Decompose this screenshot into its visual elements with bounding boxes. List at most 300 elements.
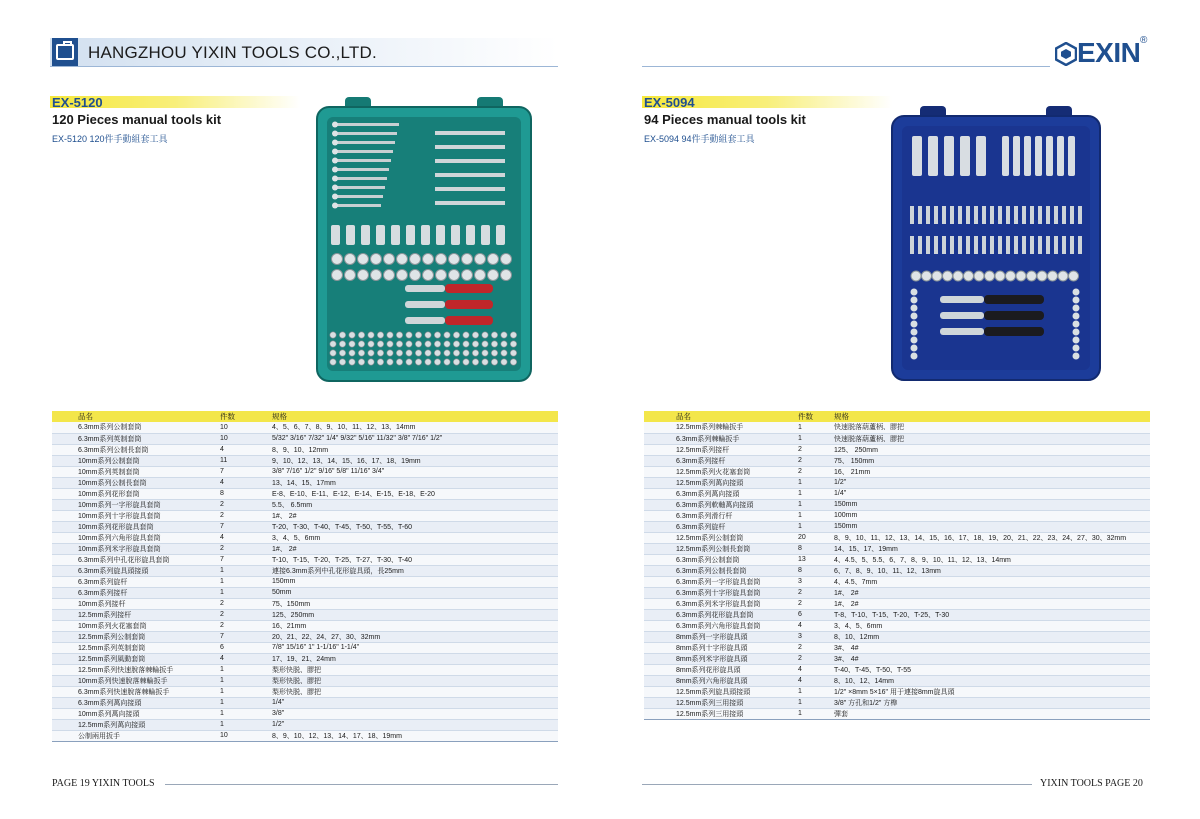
cell-spec: 連接6.3mm系列中孔花形旋具頭，長25mm <box>268 565 558 576</box>
cell-qty: 1 <box>794 708 830 719</box>
small-socket-shape <box>415 350 421 356</box>
table-row <box>644 609 1150 620</box>
socket-shape <box>358 270 369 281</box>
cell-spec: 100mm <box>830 510 1150 521</box>
table-row <box>52 433 558 444</box>
cell-spec: 彈套 <box>830 708 1150 719</box>
table-row <box>644 521 1150 532</box>
socket-shape <box>1027 271 1037 281</box>
socket-shape <box>384 254 395 265</box>
cell-spec: 3/8" <box>268 708 558 719</box>
bit-shape <box>982 236 986 254</box>
deep-socket-shape <box>1013 136 1020 176</box>
long-socket-shape <box>481 225 490 245</box>
footer-divider-right <box>642 784 1032 785</box>
small-socket-shape <box>472 359 478 365</box>
small-socket-shape <box>425 341 431 347</box>
bit-shape <box>1046 236 1050 254</box>
ratchet-shape <box>940 296 984 303</box>
product-subtitle-right: EX-5094 94件手動組套工具 <box>644 134 755 144</box>
socket-shape <box>1058 271 1068 281</box>
cell-name: 10mm系列萬向接頭 <box>52 708 216 719</box>
bit-shape <box>910 236 914 254</box>
table-row <box>52 488 558 499</box>
small-socket-shape <box>482 359 488 365</box>
bit-shape <box>990 206 994 224</box>
bit-shape <box>998 206 1002 224</box>
socket-shape <box>449 270 460 281</box>
socket-shape <box>410 254 421 265</box>
small-socket-shape <box>358 332 364 338</box>
cell-spec: 5.5、 6.5mm <box>268 499 558 510</box>
wrench-shape <box>337 150 393 153</box>
handle-shape <box>445 316 493 325</box>
socket-shape <box>436 254 447 265</box>
cell-name: 10mm系列快速脫落棘輪扳手 <box>52 675 216 686</box>
small-socket-shape <box>453 341 459 347</box>
table-row <box>52 521 558 532</box>
cell-name: 12.5mm系列公制長套筒 <box>644 543 794 554</box>
socket-shape <box>397 254 408 265</box>
cell-spec: 8、9、10、11、12、13、14、15、16、17、18、19、20、21、22、23、24、27、30、32mm <box>830 532 1150 543</box>
bit-shape <box>910 206 914 224</box>
small-socket-shape <box>501 332 507 338</box>
bit-shape <box>950 206 954 224</box>
cell-spec: 1/2" <box>830 477 1150 488</box>
cell-spec: 1/4" <box>268 697 558 708</box>
socket-shape <box>488 270 499 281</box>
cell-qty: 3 <box>794 576 830 587</box>
cell-spec: 5/32" 3/16" 7/32" 1/4" 9/32" 5/16" 11/32" 3/8" 7/16" 1/2" <box>268 433 558 444</box>
cell-spec: 8、9、10、12mm <box>268 444 558 455</box>
cell-spec: 16、 21mm <box>830 466 1150 477</box>
small-socket-shape <box>377 341 383 347</box>
small-socket-shape <box>339 341 345 347</box>
wrench-head-shape <box>332 140 338 146</box>
cell-spec: 14、15、17、19mm <box>830 543 1150 554</box>
cell-spec: 150mm <box>830 521 1150 532</box>
small-socket-shape <box>396 350 402 356</box>
small-socket-shape <box>349 332 355 338</box>
wrench-shape <box>337 141 395 144</box>
small-socket-shape <box>1073 289 1080 296</box>
table-row <box>644 532 1150 543</box>
small-socket-shape <box>1073 305 1080 312</box>
cell-spec: 1/2" ×8mm 5×16" 用于連接8mm旋具頭 <box>830 686 1150 697</box>
cell-spec: 3、4、5、6mm <box>268 532 558 543</box>
extension-bar-shape <box>435 159 505 163</box>
small-socket-shape <box>368 359 374 365</box>
cell-name: 12.5mm系列萬向接頭 <box>52 719 216 730</box>
bit-shape <box>1078 236 1082 254</box>
wrench-shape <box>337 204 381 207</box>
bit-shape <box>1070 206 1074 224</box>
cell-qty: 2 <box>794 653 830 664</box>
wrench-shape <box>337 177 387 180</box>
table-row <box>52 664 558 675</box>
cell-name: 6.3mm系列萬向接頭 <box>52 697 216 708</box>
table-row <box>644 422 1150 433</box>
cell-spec: 75、 150mm <box>830 455 1150 466</box>
cell-qty: 4 <box>794 620 830 631</box>
cell-name: 10mm系列公制套筒 <box>52 455 216 466</box>
table-row <box>52 422 558 433</box>
small-socket-shape <box>444 359 450 365</box>
small-socket-shape <box>911 337 918 344</box>
cell-name: 8mm系列十字形旋具頭 <box>644 642 794 653</box>
small-socket-shape <box>501 359 507 365</box>
cell-qty: 2 <box>794 642 830 653</box>
table-row <box>52 697 558 708</box>
deep-socket-shape <box>1046 136 1053 176</box>
cell-spec: T-10、T-15、T-20、T-25、T-27、T-30、T-40 <box>268 554 558 565</box>
long-socket-shape <box>331 225 340 245</box>
cell-name: 10mm系列火花塞套筒 <box>52 620 216 631</box>
wrench-shape <box>337 186 385 189</box>
bit-shape <box>998 236 1002 254</box>
small-socket-shape <box>510 332 516 338</box>
cell-name: 10mm系列一字形旋具套筒 <box>52 499 216 510</box>
table-row <box>644 587 1150 598</box>
table-row <box>644 510 1150 521</box>
table-row <box>52 466 558 477</box>
cell-qty: 8 <box>216 488 268 499</box>
cell-qty: 4 <box>216 532 268 543</box>
small-socket-shape <box>377 332 383 338</box>
socket-shape <box>1037 271 1047 281</box>
small-socket-shape <box>406 359 412 365</box>
small-socket-shape <box>911 313 918 320</box>
cell-qty: 2 <box>794 444 830 455</box>
bit-shape <box>934 236 938 254</box>
small-socket-shape <box>1073 353 1080 360</box>
table-row <box>644 565 1150 576</box>
cell-name: 6.3mm系列中孔花形旋具套筒 <box>52 554 216 565</box>
table-row <box>52 686 558 697</box>
ratchet-shape <box>940 312 984 319</box>
cell-qty: 1 <box>794 510 830 521</box>
small-socket-shape <box>444 332 450 338</box>
small-socket-shape <box>358 350 364 356</box>
cell-qty: 2 <box>216 543 268 554</box>
ratchet-shape <box>940 328 984 335</box>
table-row <box>52 532 558 543</box>
small-socket-shape <box>387 359 393 365</box>
small-socket-shape <box>482 332 488 338</box>
deep-socket-shape <box>1068 136 1075 176</box>
socket-shape <box>423 254 434 265</box>
bit-shape <box>958 236 962 254</box>
cell-spec: 6、7、8、9、10、11、12、13mm <box>830 565 1150 576</box>
cell-spec: T-20、T-30、T-40、T-45、T-50、T-55、T-60 <box>268 521 558 532</box>
small-socket-shape <box>425 359 431 365</box>
small-socket-shape <box>510 350 516 356</box>
cell-qty: 2 <box>794 587 830 598</box>
table-row <box>52 708 558 719</box>
cell-qty: 6 <box>794 609 830 620</box>
cell-spec: E-8、E-10、E-11、E-12、E-14、E-15、E-18、E-20 <box>268 488 558 499</box>
cell-name: 6.3mm系列英制套筒 <box>52 433 216 444</box>
bit-shape <box>958 206 962 224</box>
handle-shape <box>445 300 493 309</box>
small-socket-shape <box>330 341 336 347</box>
table-row <box>644 455 1150 466</box>
cell-qty: 1 <box>794 521 830 532</box>
bit-shape <box>1078 206 1082 224</box>
small-socket-shape <box>339 359 345 365</box>
long-socket-shape <box>361 225 370 245</box>
cell-qty: 1 <box>794 433 830 444</box>
small-socket-shape <box>330 350 336 356</box>
cell-qty: 2 <box>794 598 830 609</box>
small-socket-shape <box>1073 313 1080 320</box>
cell-spec: 4、5、6、7、8、9、10、11、12、13、14mm <box>268 422 558 433</box>
small-socket-shape <box>339 332 345 338</box>
extension-bar-shape <box>435 145 505 149</box>
small-socket-shape <box>491 332 497 338</box>
table-row <box>52 510 558 521</box>
handle-shape <box>984 295 1044 304</box>
cell-spec: 13、14、15、17mm <box>268 477 558 488</box>
cell-qty: 2 <box>794 455 830 466</box>
tool-case-photo-right <box>890 106 1102 382</box>
small-socket-shape <box>415 359 421 365</box>
table-row <box>644 708 1150 719</box>
cell-name: 10mm系列花形套筒 <box>52 488 216 499</box>
socket-shape <box>995 271 1005 281</box>
table-row <box>52 719 558 730</box>
cell-name: 6.3mm系列接杆 <box>52 587 216 598</box>
cell-name: 12.5mm系列棘輪扳手 <box>644 422 794 433</box>
cell-qty: 1 <box>794 422 830 433</box>
cell-qty: 13 <box>794 554 830 565</box>
cell-qty: 1 <box>794 686 830 697</box>
cell-spec: 1#、 2# <box>268 510 558 521</box>
cell-qty: 1 <box>794 488 830 499</box>
cell-name: 12.5mm系列三用接頭 <box>644 697 794 708</box>
extension-bar-shape <box>435 131 505 135</box>
table-row <box>644 598 1150 609</box>
small-socket-shape <box>434 341 440 347</box>
small-socket-shape <box>472 332 478 338</box>
small-socket-shape <box>434 359 440 365</box>
cell-spec: 50mm <box>268 587 558 598</box>
cell-qty: 7 <box>216 631 268 642</box>
cell-qty: 6 <box>216 642 268 653</box>
cell-name: 12.5mm系列公制套筒 <box>644 532 794 543</box>
table-row <box>52 631 558 642</box>
cell-qty: 4 <box>216 444 268 455</box>
table-row <box>644 477 1150 488</box>
cell-spec: 16、21mm <box>268 620 558 631</box>
small-socket-shape <box>482 350 488 356</box>
cell-name: 8mm系列花形旋具頭 <box>644 664 794 675</box>
table-row <box>644 554 1150 565</box>
cell-name: 12.5mm系列公制套筒 <box>52 631 216 642</box>
socket-shape <box>488 254 499 265</box>
small-socket-shape <box>339 350 345 356</box>
table-row <box>644 433 1150 444</box>
bit-shape <box>942 236 946 254</box>
bit-shape <box>1046 206 1050 224</box>
cell-qty: 1 <box>216 675 268 686</box>
cell-name: 10mm系列公制長套筒 <box>52 477 216 488</box>
cell-name: 10mm系列米字形旋具套筒 <box>52 543 216 554</box>
cell-name: 12.5mm系列三用接頭 <box>644 708 794 719</box>
col-header-name: 品名 <box>52 411 216 422</box>
small-socket-shape <box>358 359 364 365</box>
cell-spec: 3、4、5、6mm <box>830 620 1150 631</box>
small-socket-shape <box>349 350 355 356</box>
cell-name: 12.5mm系列接杆 <box>52 609 216 620</box>
table-row <box>644 499 1150 510</box>
cell-name: 8mm系列六角形旋具頭 <box>644 675 794 686</box>
col-header-spec: 规格 <box>830 411 1150 422</box>
ratchet-shape <box>405 317 445 324</box>
bit-shape <box>934 206 938 224</box>
parts-table-left <box>52 411 558 742</box>
cell-spec: 快速脱落葫蘆柄、膠把 <box>830 433 1150 444</box>
tool-case-photo-left <box>315 97 533 383</box>
socket-shape <box>985 271 995 281</box>
socket-shape <box>501 270 512 281</box>
long-socket-shape <box>376 225 385 245</box>
table-row <box>52 587 558 598</box>
small-socket-shape <box>501 350 507 356</box>
socket-shape <box>423 270 434 281</box>
socket-shape <box>953 271 963 281</box>
cell-spec: 梨形快脱、膠把 <box>268 664 558 675</box>
product-title-left: 120 Pieces manual tools kit <box>52 112 222 127</box>
bit-shape <box>966 236 970 254</box>
socket-shape <box>932 271 942 281</box>
small-socket-shape <box>463 332 469 338</box>
wrench-shape <box>337 159 391 162</box>
small-socket-shape <box>415 341 421 347</box>
handle-shape <box>445 284 493 293</box>
long-socket-shape <box>451 225 460 245</box>
cell-name: 6.3mm系列公制長套筒 <box>644 565 794 576</box>
cell-qty: 2 <box>216 499 268 510</box>
small-socket-shape <box>510 359 516 365</box>
product-title-right: 94 Pieces manual tools kit <box>644 112 806 127</box>
cell-spec: 20、21、22、24、27、30、32mm <box>268 631 558 642</box>
cell-qty: 2 <box>216 620 268 631</box>
wrench-shape <box>337 168 389 171</box>
table-row <box>644 466 1150 477</box>
table-row <box>644 653 1150 664</box>
cell-name: 12.5mm系列接杆 <box>644 444 794 455</box>
bit-shape <box>966 206 970 224</box>
cell-qty: 4 <box>216 477 268 488</box>
cell-qty: 7 <box>216 554 268 565</box>
small-socket-shape <box>491 350 497 356</box>
bit-shape <box>974 236 978 254</box>
small-socket-shape <box>1073 321 1080 328</box>
cell-qty: 1 <box>216 576 268 587</box>
table-row <box>644 576 1150 587</box>
socket-shape <box>397 270 408 281</box>
small-socket-shape <box>472 350 478 356</box>
table-row <box>52 543 558 554</box>
small-socket-shape <box>911 289 918 296</box>
wrench-head-shape <box>332 122 338 128</box>
footer-page-left: PAGE 19 YIXIN TOOLS <box>52 778 155 789</box>
long-socket-shape <box>406 225 415 245</box>
socket-shape <box>371 254 382 265</box>
bit-shape <box>982 206 986 224</box>
footer-divider-left <box>165 784 558 785</box>
small-socket-shape <box>330 359 336 365</box>
bit-shape <box>1006 206 1010 224</box>
bit-shape <box>1014 206 1018 224</box>
cell-spec: 梨形快脱、膠把 <box>268 675 558 686</box>
small-socket-shape <box>425 332 431 338</box>
wrench-head-shape <box>332 203 338 209</box>
small-socket-shape <box>387 350 393 356</box>
cell-qty: 1 <box>216 719 268 730</box>
cell-spec: 8、9、10、12、13、14、17、18、19mm <box>268 730 558 741</box>
socket-shape <box>345 254 356 265</box>
socket-shape <box>436 270 447 281</box>
small-socket-shape <box>911 329 918 336</box>
small-socket-shape <box>387 332 393 338</box>
table-row <box>52 576 558 587</box>
cell-qty: 7 <box>216 521 268 532</box>
small-socket-shape <box>1073 337 1080 344</box>
col-header-qty: 件数 <box>794 411 830 422</box>
table-row <box>644 620 1150 631</box>
cell-spec: 4、4.5、7mm <box>830 576 1150 587</box>
cell-spec: 7/8" 15/16" 1" 1-1/16" 1-1/4" <box>268 642 558 653</box>
cell-spec: 1#、 2# <box>830 598 1150 609</box>
bit-shape <box>974 206 978 224</box>
extension-bar-shape <box>435 187 505 191</box>
cell-name: 6.3mm系列六角形旋具套筒 <box>644 620 794 631</box>
table-row <box>52 653 558 664</box>
cell-spec: T-40、T-45、T-50、T-55 <box>830 664 1150 675</box>
cell-name: 6.3mm系列十字形旋具套筒 <box>644 587 794 598</box>
deep-socket-shape <box>976 136 986 176</box>
cell-name: 6.3mm系列旋具頭接頭 <box>52 565 216 576</box>
socket-shape <box>974 271 984 281</box>
cell-qty: 1 <box>216 697 268 708</box>
cell-qty: 1 <box>794 477 830 488</box>
cell-spec: 快速脱落葫蘆柄、膠把 <box>830 422 1150 433</box>
cell-spec: 8、10、12、14mm <box>830 675 1150 686</box>
wrench-head-shape <box>332 158 338 164</box>
socket-shape <box>371 270 382 281</box>
cell-name: 12.5mm系列旋具頭接頭 <box>644 686 794 697</box>
bit-shape <box>1054 206 1058 224</box>
cell-spec: 3#、 4# <box>830 653 1150 664</box>
table-row <box>644 664 1150 675</box>
bit-shape <box>1030 206 1034 224</box>
table-row <box>52 444 558 455</box>
table-row <box>52 554 558 565</box>
small-socket-shape <box>1073 345 1080 352</box>
deep-socket-shape <box>1035 136 1042 176</box>
table-row <box>644 631 1150 642</box>
hexagon-logo-icon <box>1055 42 1077 66</box>
small-socket-shape <box>1073 329 1080 336</box>
cell-name: 6.3mm系列萬向接頭 <box>644 488 794 499</box>
cell-qty: 1 <box>216 664 268 675</box>
socket-shape <box>943 271 953 281</box>
cell-name: 6.3mm系列公制長套筒 <box>52 444 216 455</box>
deep-socket-shape <box>1057 136 1064 176</box>
small-socket-shape <box>368 332 374 338</box>
